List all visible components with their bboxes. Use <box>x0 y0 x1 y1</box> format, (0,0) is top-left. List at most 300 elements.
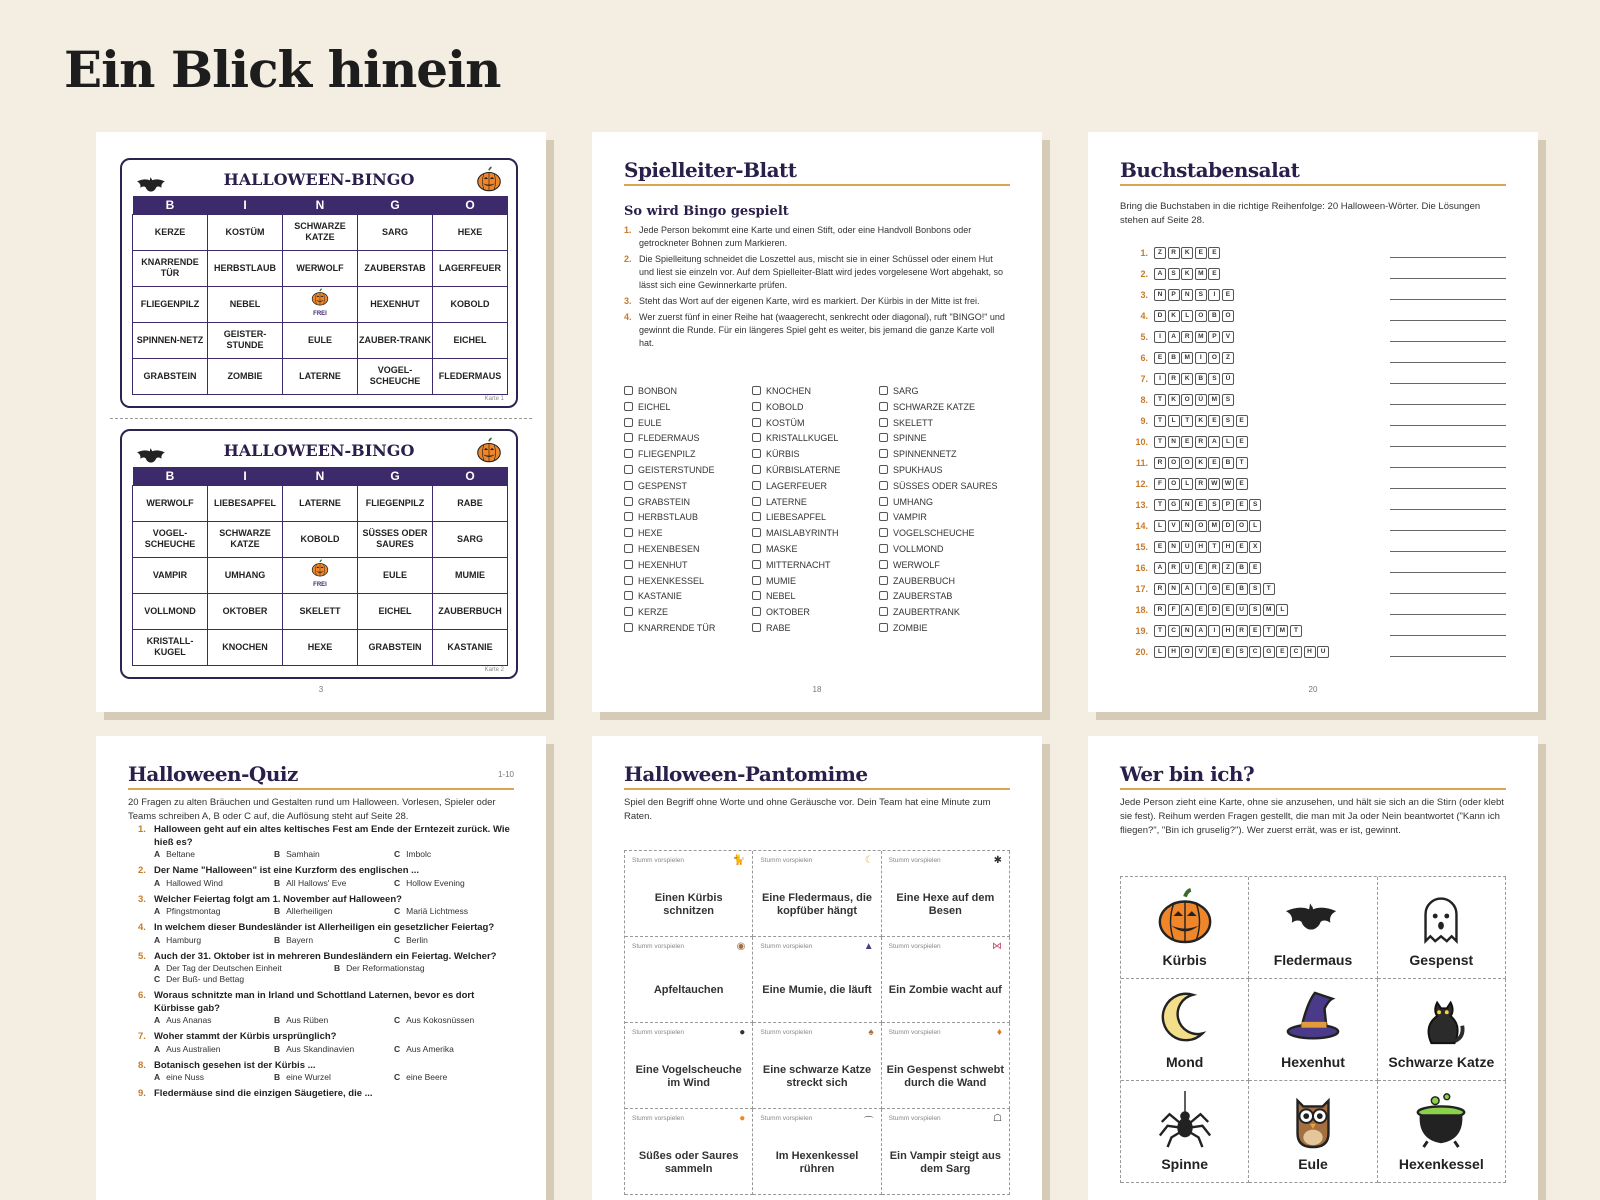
letter-tile: U <box>1181 541 1193 553</box>
preview-page-quiz[interactable] <box>96 736 546 1200</box>
checklist-word[interactable]: SKELETT <box>879 416 998 432</box>
answer-line[interactable] <box>1390 341 1506 342</box>
candy-icon: ⋈ <box>991 941 1002 952</box>
page-intro: Spiel den Begriff ohne Worte und ohne Geräusche vor. Dein Team hat eine Minute zum Raten. <box>624 797 991 822</box>
page-number: 20 <box>1308 685 1318 694</box>
bingo-letter: G <box>358 196 433 214</box>
quiz-question <box>128 865 516 889</box>
card-number: Karte 1 <box>484 396 504 402</box>
checklist-word[interactable]: VOLLMOND <box>879 542 998 558</box>
checklist-word[interactable]: ZAUBERTRANK <box>879 605 998 621</box>
character-card[interactable] <box>1378 1081 1506 1183</box>
page-number: 18 <box>812 685 822 694</box>
bingo-cell: KNARRENDE TÜR <box>133 250 208 286</box>
owl-icon: ◉ <box>736 941 746 952</box>
quiz-question <box>128 1031 516 1055</box>
checklist-word[interactable]: KERZE <box>624 605 715 621</box>
letter-tile: V <box>1168 520 1180 532</box>
letter-tile: E <box>1249 625 1261 637</box>
answer-option: C Aus Amerika <box>394 1043 454 1054</box>
character-card[interactable] <box>1249 1081 1377 1183</box>
scramble-row <box>1120 578 1506 599</box>
pantomime-card[interactable] <box>625 937 753 1023</box>
bingo-cell: MUMIE <box>433 557 508 593</box>
question-text: Fledermäuse sind die einzigen Säugetiere, die ... <box>154 1088 373 1099</box>
pantomime-card-grid <box>624 850 1010 1195</box>
cauldron-icon: ● <box>739 1027 746 1038</box>
bingo-cell: ZAUBERSTAB <box>358 250 433 286</box>
checklist-word[interactable]: SCHWARZE KATZE <box>879 400 998 416</box>
checklist-word[interactable]: GEISTERSTUNDE <box>624 463 715 479</box>
answer-option: C Mariä Lichtmess <box>394 906 469 916</box>
checklist-word[interactable]: VOGELSCHEUCHE <box>879 526 998 542</box>
answer-line[interactable] <box>1390 299 1506 300</box>
bingo-cell: RABE <box>433 485 508 521</box>
checklist-word[interactable]: KNARRENDE TÜR <box>624 621 715 637</box>
letter-tile: E <box>1249 562 1261 574</box>
letter-tile: O <box>1236 520 1248 532</box>
letter-tile: D <box>1208 604 1220 616</box>
bingo-letter: B <box>133 467 208 485</box>
letter-tile: T <box>1263 625 1275 637</box>
letter-tile: G <box>1263 646 1275 658</box>
page-intro: Jede Person zieht eine Karte, ohne sie anzusehen, und hält sie sich an die Stirn (oder klebt sie fest). Reihum werden Fragen gestellt, die man mit Ja oder Nein beantwortet ("Kann ich fliegen?", "Bin ich gruselig?"). Wer zuerst errät, was er ist, gewinnt. <box>1120 797 1504 836</box>
checklist-word[interactable]: WERWOLF <box>879 558 998 574</box>
bingo-cell: KOBOLD <box>283 521 358 557</box>
letter-tile: L <box>1222 436 1234 448</box>
letter-tile: M <box>1276 625 1288 637</box>
pantomime-card[interactable] <box>753 851 881 937</box>
letter-tile: C <box>1168 625 1180 637</box>
answer-option: A Hallowed Wind <box>154 877 223 888</box>
letter-tile: O <box>1208 352 1220 364</box>
answer-line[interactable] <box>1390 404 1506 405</box>
bingo-cell: UMHANG <box>208 557 283 593</box>
bingo-letter: I <box>208 196 283 214</box>
preview-page-buchstabensalat[interactable] <box>1088 132 1538 712</box>
checklist-word[interactable]: SPINNENNETZ <box>879 447 998 463</box>
card-label: Stumm vorspielen <box>888 857 941 864</box>
bingo-letter: N <box>283 467 358 485</box>
checklist-word[interactable]: HEXE <box>624 526 715 542</box>
character-name: Eule <box>1298 1156 1328 1172</box>
answer-line[interactable] <box>1390 656 1506 657</box>
answer-line[interactable] <box>1390 551 1506 552</box>
letter-tile: F <box>1168 604 1180 616</box>
character-card[interactable] <box>1121 1081 1249 1183</box>
bingo-cell: GRABSTEIN <box>133 358 208 394</box>
bingo-cell: HEXE <box>283 629 358 665</box>
scramble-number: 9. <box>1140 415 1148 426</box>
bingo-cell: SARG <box>358 214 433 250</box>
checklist-word[interactable]: UMHANG <box>879 495 998 511</box>
checklist-word[interactable]: FLIEGENPILZ <box>624 447 715 463</box>
step-number: 4. <box>624 312 632 322</box>
scramble-number: 18. <box>1135 604 1148 615</box>
letter-tile: R <box>1168 562 1180 574</box>
letter-tile: P <box>1208 331 1220 343</box>
page-heading: Halloween-Pantomime <box>624 762 1010 790</box>
checklist-word[interactable]: EICHEL <box>624 400 715 416</box>
preview-page-spielleiter[interactable] <box>592 132 1042 712</box>
cat-icon: 🐈 <box>732 855 746 866</box>
pumpkin-icon: ● <box>739 1113 746 1124</box>
character-card[interactable] <box>1121 877 1249 979</box>
step-number: 1. <box>624 225 632 235</box>
letter-tile: R <box>1168 247 1180 259</box>
bingo-cell: LATERNE <box>283 358 358 394</box>
bingo-cell: FLIEGENPILZ <box>358 485 433 521</box>
answer-line[interactable] <box>1390 572 1506 573</box>
bingo-letter: B <box>133 196 208 214</box>
checklist-word[interactable]: KOSTÜM <box>752 416 840 432</box>
letter-tile: I <box>1208 289 1220 301</box>
quiz-question <box>128 951 516 986</box>
card-label: Stumm vorspielen <box>632 1029 685 1036</box>
question-text: Botanisch gesehen ist der Kürbis ... <box>154 1059 316 1071</box>
free-label: FREI <box>313 582 327 588</box>
answer-option: C Aus Kokosnüssen <box>394 1015 475 1025</box>
bingo-cell: KOSTÜM <box>208 214 283 250</box>
scramble-number: 10. <box>1135 436 1148 447</box>
checklist-word[interactable]: KASTANIE <box>624 589 715 605</box>
letter-tile: N <box>1181 499 1193 511</box>
checklist-word[interactable]: MITTERNACHT <box>752 558 840 574</box>
scramble-row <box>1120 620 1506 641</box>
letter-tile: R <box>1154 583 1166 595</box>
letter-tile: B <box>1236 583 1248 595</box>
letter-tile: E <box>1222 289 1234 301</box>
bingo-cell: HEXENHUT <box>358 286 433 322</box>
answer-option: A Pfingstmontag <box>154 906 221 916</box>
answer-line[interactable] <box>1390 362 1506 363</box>
page-heading: Halloween-Quiz <box>128 762 514 790</box>
letter-tile: T <box>1154 394 1166 406</box>
letter-tile: S <box>1208 499 1220 511</box>
scramble-number: 2. <box>1140 268 1148 279</box>
answer-line[interactable] <box>1390 635 1506 636</box>
pantomime-card[interactable] <box>882 1109 1010 1195</box>
letter-tile: A <box>1195 625 1207 637</box>
checklist-word[interactable]: KNOCHEN <box>752 384 840 400</box>
checklist-word[interactable]: ZAUBERBUCH <box>879 574 998 590</box>
letter-tile: K <box>1195 457 1207 469</box>
answer-option: A Hamburg <box>154 934 202 945</box>
pantomime-card[interactable] <box>625 851 753 937</box>
bingo-title: HALLOWEEN-BINGO <box>223 170 415 189</box>
character-name: Kürbis <box>1162 952 1207 968</box>
question-number: 1. <box>138 824 146 835</box>
answer-option: B eine Wurzel <box>274 1072 331 1082</box>
bingo-cell: KNOCHEN <box>208 629 283 665</box>
answer-option: B Aus Skandinavien <box>274 1043 355 1054</box>
card-label: Stumm vorspielen <box>760 857 813 864</box>
bingo-cell: ZOMBIE <box>208 358 283 394</box>
character-card[interactable] <box>1121 979 1249 1081</box>
checklist-word[interactable]: KÜRBISLATERNE <box>752 463 840 479</box>
pantomime-card[interactable] <box>882 1023 1010 1109</box>
scramble-number: 3. <box>1140 289 1148 300</box>
letter-tile: M <box>1208 520 1220 532</box>
answer-option: A Beltane <box>154 849 195 859</box>
letter-tile: K <box>1181 247 1193 259</box>
answer-line[interactable] <box>1390 320 1506 321</box>
letter-tile: E <box>1195 604 1207 616</box>
pantomime-card[interactable] <box>753 1023 881 1109</box>
bingo-letter: G <box>358 467 433 485</box>
letter-tile: K <box>1181 373 1193 385</box>
letter-tile: L <box>1168 415 1180 427</box>
checklist-word[interactable]: RABE <box>752 621 840 637</box>
question-range: 1-10 <box>497 770 514 779</box>
letter-tile: O <box>1195 310 1207 322</box>
letter-tile: Z <box>1222 352 1234 364</box>
checklist-word[interactable]: KRISTALLKUGEL <box>752 431 840 447</box>
moon-icon: ☾ <box>864 855 874 866</box>
letter-tile: L <box>1181 310 1193 322</box>
question-number: 2. <box>138 865 146 876</box>
instruction-step: 1. Jede Person bekommt eine Karte und einen Stift, oder eine Handvoll Bonbons oder getrockneter Bohnen zum Markieren. <box>624 225 972 248</box>
letter-tile: B <box>1208 310 1220 322</box>
letter-tile: B <box>1236 562 1248 574</box>
pantomime-card[interactable] <box>753 1109 881 1195</box>
preview-page-bingo[interactable] <box>96 132 546 712</box>
checklist-word[interactable]: OKTOBER <box>752 605 840 621</box>
pantomime-card[interactable] <box>753 937 881 1023</box>
letter-tile: E <box>1236 436 1248 448</box>
character-card[interactable] <box>1249 979 1377 1081</box>
word-checklist-col1 <box>624 384 715 637</box>
letter-tile: N <box>1181 289 1193 301</box>
scramble-number: 5. <box>1140 331 1148 342</box>
answer-line[interactable] <box>1390 425 1506 426</box>
scramble-row <box>1120 263 1506 284</box>
answer-option: A Aus Australien <box>154 1043 221 1054</box>
character-card[interactable] <box>1378 877 1506 979</box>
word-checklist-col2 <box>752 384 840 637</box>
letter-tile: X <box>1249 541 1261 553</box>
bingo-cell: WERWOLF <box>283 250 358 286</box>
letter-tile: R <box>1154 457 1166 469</box>
pumpkin-icon <box>476 166 502 190</box>
checklist-word[interactable]: HEXENBESEN <box>624 542 715 558</box>
letter-tile: M <box>1195 331 1207 343</box>
bingo-cell: FLIEGENPILZ <box>133 286 208 322</box>
checklist-word[interactable]: MASKE <box>752 542 840 558</box>
quiz-question <box>128 894 516 918</box>
answer-line[interactable] <box>1390 593 1506 594</box>
answer-line[interactable] <box>1390 509 1506 510</box>
card-text: Ein Vampir steigt aus dem Sarg <box>889 1149 1001 1175</box>
letter-tile: A <box>1208 436 1220 448</box>
letter-tile: E <box>1222 583 1234 595</box>
bingo-cell: NEBEL <box>208 286 283 322</box>
scramble-number: 11. <box>1135 457 1148 468</box>
character-card[interactable] <box>1249 877 1377 979</box>
bingo-cell: EULE <box>283 322 358 358</box>
bingo-cell: KERZE <box>133 214 208 250</box>
pantomime-card[interactable] <box>882 851 1010 937</box>
letter-tile: G <box>1208 583 1220 595</box>
letter-tile: T <box>1154 625 1166 637</box>
letter-tile: O <box>1181 394 1193 406</box>
preview-page-wer-bin-ich[interactable] <box>1088 736 1538 1200</box>
checklist-word[interactable]: SPINNE <box>879 431 998 447</box>
letter-tile: O <box>1195 520 1207 532</box>
character-name: Mond <box>1166 1054 1204 1070</box>
answer-line[interactable] <box>1390 614 1506 615</box>
bingo-letter: I <box>208 467 283 485</box>
letter-tile: A <box>1154 562 1166 574</box>
letter-tile: T <box>1236 457 1248 469</box>
bingo-cell: WERWOLF <box>133 485 208 521</box>
letter-tile: T <box>1290 625 1302 637</box>
answer-option: C Der Buß- und Bettag <box>154 974 245 984</box>
card-text: Ein Zombie wacht auf <box>888 984 1002 996</box>
pumpkin-icon <box>311 569 329 579</box>
card-text: Apfeltauchen <box>653 984 724 996</box>
scramble-row <box>1120 494 1506 515</box>
card-label: Stumm vorspielen <box>760 1115 813 1122</box>
checklist-word[interactable]: MUMIE <box>752 574 840 590</box>
bingo-cell: VOGEL-SCHEUCHE <box>133 521 208 557</box>
card-label: Stumm vorspielen <box>760 943 813 950</box>
bingo-cell: SKELETT <box>283 593 358 629</box>
checklist-word[interactable]: MAISLABYRINTH <box>752 526 840 542</box>
cut-line <box>110 418 532 419</box>
checklist-word[interactable]: NEBEL <box>752 589 840 605</box>
letter-tile: K <box>1195 415 1207 427</box>
checklist-word[interactable]: EULE <box>624 416 715 432</box>
letter-tile: E <box>1236 541 1248 553</box>
checklist-word[interactable]: SARG <box>879 384 998 400</box>
letter-tile: E <box>1236 499 1248 511</box>
checklist-word[interactable]: GESPENST <box>624 479 715 495</box>
checklist-word[interactable]: VAMPIR <box>879 510 998 526</box>
scramble-number: 13. <box>1135 499 1148 510</box>
question-number: 6. <box>138 990 146 1001</box>
checklist-word[interactable]: KÜRBIS <box>752 447 840 463</box>
scramble-row <box>1120 326 1506 347</box>
character-name: Hexenkessel <box>1398 1156 1484 1172</box>
pantomime-card[interactable] <box>625 1023 753 1109</box>
bingo-cell: VOLLMOND <box>133 593 208 629</box>
scramble-number: 12. <box>1135 478 1148 489</box>
checklist-word[interactable]: GRABSTEIN <box>624 495 715 511</box>
checklist-word[interactable]: SÜSSES ODER SAURES <box>879 479 998 495</box>
scramble-row <box>1120 641 1506 662</box>
quiz-question <box>128 922 516 946</box>
character-name: Schwarze Katze <box>1388 1054 1495 1070</box>
wer-bin-ich-card-grid <box>1120 876 1506 1183</box>
question-text: Woraus schnitzte man in Irland und Schottland Laternen, bevor es dort Kürbisse gab? <box>154 990 475 1014</box>
checklist-word[interactable]: KOBOLD <box>752 400 840 416</box>
checklist-word[interactable]: FLEDERMAUS <box>624 431 715 447</box>
bingo-cell: GEISTER-STUNDE <box>208 322 283 358</box>
card-text: Süßes oder Saures sammeln <box>638 1149 739 1175</box>
letter-tile: T <box>1181 415 1193 427</box>
answer-option: B Bayern <box>274 934 314 945</box>
letter-tile: N <box>1168 583 1180 595</box>
letter-tile: S <box>1222 394 1234 406</box>
checklist-word[interactable]: ZAUBERSTAB <box>879 589 998 605</box>
bingo-cell: KASTANIE <box>433 629 508 665</box>
character-name: Hexenhut <box>1281 1054 1345 1070</box>
letter-tile: D <box>1222 520 1234 532</box>
page-heading: Spielleiter-Blatt <box>624 158 1010 186</box>
letter-tile: O <box>1181 457 1193 469</box>
checklist-word[interactable]: LIEBESAPFEL <box>752 510 840 526</box>
bingo-cell: EICHEL <box>433 322 508 358</box>
checklist-word[interactable]: LAGERFEUER <box>752 479 840 495</box>
answer-line[interactable] <box>1390 467 1506 468</box>
letter-tile: L <box>1181 478 1193 490</box>
scramble-number: 6. <box>1140 352 1148 363</box>
letter-tile: S <box>1208 373 1220 385</box>
checklist-word[interactable]: SPUKHAUS <box>879 463 998 479</box>
scramble-row <box>1120 242 1506 263</box>
card-label: Stumm vorspielen <box>888 1115 941 1122</box>
page-number: 3 <box>318 685 324 694</box>
answer-option: C Imbolc <box>394 849 432 859</box>
card-text: Eine schwarze Katze streckt sich <box>762 1063 872 1089</box>
checklist-word[interactable]: HEXENHUT <box>624 558 715 574</box>
letter-tile: K <box>1168 394 1180 406</box>
bingo-cell: SCHWARZE KATZE <box>283 214 358 250</box>
question-number: 7. <box>138 1031 146 1042</box>
bingo-cell <box>283 557 358 593</box>
word-checklist-col3 <box>879 384 998 637</box>
answer-option: B Der Reformationstag <box>334 963 425 973</box>
question-number: 3. <box>138 893 146 905</box>
answer-line[interactable] <box>1390 488 1506 489</box>
letter-tile: Ü <box>1195 394 1207 406</box>
pantomime-card[interactable] <box>625 1109 753 1195</box>
answer-line[interactable] <box>1390 383 1506 384</box>
answer-line[interactable] <box>1390 446 1506 447</box>
page-heading: Buchstabensalat <box>1120 158 1506 186</box>
checklist-word[interactable]: ZOMBIE <box>879 621 998 637</box>
preview-page-pantomime[interactable] <box>592 736 1042 1200</box>
instruction-step: 2. Die Spielleitung schneidet die Loszettel aus, mischt sie in einer Schüssel oder einem Hut und liest sie einzeln vor. Auf dem Spielleiter-Blatt wird jedes vorgelesene Wort abgehakt, so lässt sich eine Gewinnerkarte prüfen. <box>624 254 1004 290</box>
pantomime-card[interactable] <box>882 937 1010 1023</box>
question-number: 4. <box>138 922 146 933</box>
letter-tile: I <box>1195 583 1207 595</box>
section-title: Ein Blick hinein <box>64 40 501 99</box>
question-text: Welcher Feiertag folgt am 1. November auf Halloween? <box>154 893 402 905</box>
letter-tile: T <box>1154 415 1166 427</box>
checklist-word[interactable]: HERBSTLAUB <box>624 510 715 526</box>
checklist-word[interactable]: BONBON <box>624 384 715 400</box>
answer-line[interactable] <box>1390 257 1506 258</box>
character-card[interactable] <box>1378 979 1506 1081</box>
checklist-word[interactable]: HEXENKESSEL <box>624 574 715 590</box>
checklist-word[interactable]: LATERNE <box>752 495 840 511</box>
bingo-letter: O <box>433 467 508 485</box>
card-text: Einen Kürbis schnitzen <box>654 891 723 917</box>
letter-tile: S <box>1249 499 1261 511</box>
scramble-row <box>1120 452 1506 473</box>
answer-line[interactable] <box>1390 278 1506 279</box>
bingo-cell: HEXE <box>433 214 508 250</box>
ghost-icon: ☖ <box>993 1113 1002 1124</box>
spider-icon: ✱ <box>993 855 1002 866</box>
answer-line[interactable] <box>1390 530 1506 531</box>
card-label: Stumm vorspielen <box>632 1115 685 1122</box>
quiz-question <box>128 1088 516 1101</box>
question-text: Der Name "Halloween" ist eine Kurzform des englischen ... <box>154 865 420 876</box>
scramble-number: 1. <box>1140 247 1148 258</box>
